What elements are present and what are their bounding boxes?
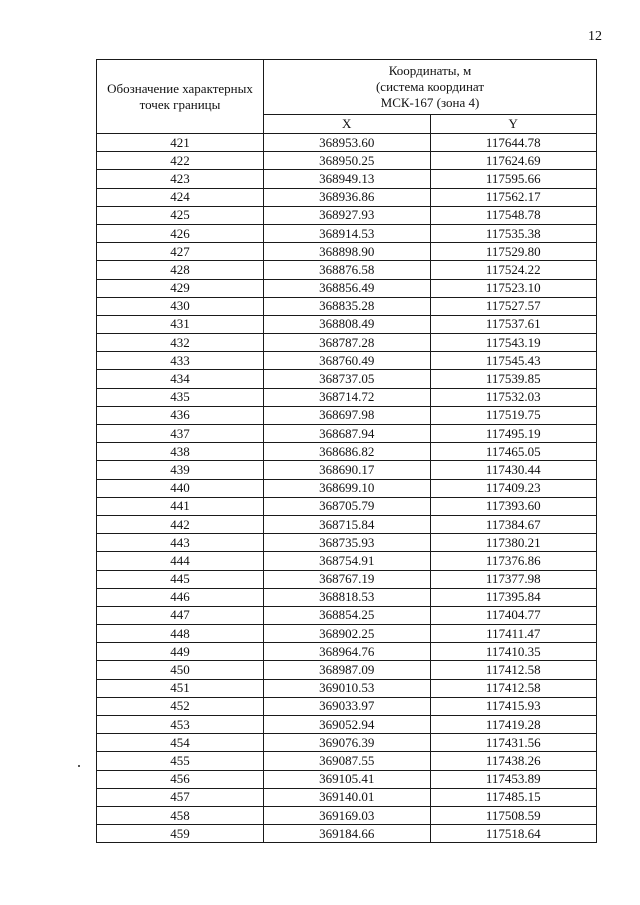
- table-row: [97, 643, 597, 661]
- x-column-header: X: [264, 115, 431, 134]
- x-coordinate-cell: 369169.03: [264, 806, 431, 824]
- point-id-cell: 453: [97, 716, 264, 734]
- point-id-cell: 454: [97, 734, 264, 752]
- point-id-cell: 445: [97, 570, 264, 588]
- y-coordinate-cell: 117485.15: [430, 788, 597, 806]
- point-id-cell: 451: [97, 679, 264, 697]
- point-id-cell: 436: [97, 406, 264, 424]
- y-coordinate-cell: 117508.59: [430, 806, 597, 824]
- table-row: [97, 752, 597, 770]
- point-id-cell: 427: [97, 243, 264, 261]
- point-id-cell: 440: [97, 479, 264, 497]
- y-coordinate-cell: 117537.61: [430, 315, 597, 333]
- table-row: [97, 443, 597, 461]
- point-id-cell: 450: [97, 661, 264, 679]
- x-coordinate-cell: 368808.49: [264, 315, 431, 333]
- x-coordinate-cell: 368714.72: [264, 388, 431, 406]
- x-coordinate-cell: 368705.79: [264, 497, 431, 515]
- y-coordinate-cell: 117411.47: [430, 625, 597, 643]
- point-column-header: Обозначение характерных точек границы: [97, 60, 264, 134]
- point-id-cell: 428: [97, 261, 264, 279]
- y-coordinate-cell: 117412.58: [430, 679, 597, 697]
- x-coordinate-cell: 369076.39: [264, 734, 431, 752]
- x-coordinate-cell: 368697.98: [264, 406, 431, 424]
- point-id-cell: 456: [97, 770, 264, 788]
- point-id-cell: 452: [97, 697, 264, 715]
- y-coordinate-cell: 117527.57: [430, 297, 597, 315]
- y-coordinate-cell: 117412.58: [430, 661, 597, 679]
- point-id-cell: 458: [97, 806, 264, 824]
- table-row: [97, 170, 597, 188]
- y-coordinate-cell: 117409.23: [430, 479, 597, 497]
- point-id-cell: 447: [97, 606, 264, 624]
- point-id-cell: 431: [97, 315, 264, 333]
- y-coordinate-cell: 117419.28: [430, 716, 597, 734]
- y-coordinate-cell: 117624.69: [430, 152, 597, 170]
- table-row: [97, 497, 597, 515]
- y-coordinate-cell: 117535.38: [430, 224, 597, 242]
- coordinates-header: [264, 60, 597, 115]
- y-coordinate-cell: 117562.17: [430, 188, 597, 206]
- x-coordinate-cell: 368699.10: [264, 479, 431, 497]
- x-coordinate-cell: 369052.94: [264, 716, 431, 734]
- table-row: [97, 370, 597, 388]
- point-id-cell: 449: [97, 643, 264, 661]
- y-coordinate-cell: 117595.66: [430, 170, 597, 188]
- point-id-cell: 457: [97, 788, 264, 806]
- y-coordinate-cell: 117539.85: [430, 370, 597, 388]
- table-row: [97, 425, 597, 443]
- x-coordinate-cell: 368949.13: [264, 170, 431, 188]
- x-coordinate-cell: 368715.84: [264, 515, 431, 533]
- table-row: [97, 679, 597, 697]
- y-coordinate-cell: 117465.05: [430, 443, 597, 461]
- y-coordinate-cell: 117415.93: [430, 697, 597, 715]
- table-row: [97, 788, 597, 806]
- table-row: [97, 388, 597, 406]
- y-coordinate-cell: 117410.35: [430, 643, 597, 661]
- table-row: [97, 134, 597, 152]
- y-column-header: Y: [430, 115, 597, 134]
- point-id-cell: 455: [97, 752, 264, 770]
- point-id-cell: 430: [97, 297, 264, 315]
- table-row: [97, 770, 597, 788]
- table-row: [97, 515, 597, 533]
- point-id-cell: 423: [97, 170, 264, 188]
- y-coordinate-cell: 117518.64: [430, 825, 597, 843]
- y-coordinate-cell: 117532.03: [430, 388, 597, 406]
- x-coordinate-cell: 368818.53: [264, 588, 431, 606]
- x-coordinate-cell: 368760.49: [264, 352, 431, 370]
- point-id-cell: 425: [97, 206, 264, 224]
- x-coordinate-cell: 368854.25: [264, 606, 431, 624]
- y-coordinate-cell: 117644.78: [430, 134, 597, 152]
- y-coordinate-cell: 117548.78: [430, 206, 597, 224]
- y-coordinate-cell: 117404.77: [430, 606, 597, 624]
- page-number: 12: [588, 29, 602, 44]
- y-coordinate-cell: 117495.19: [430, 425, 597, 443]
- point-id-cell: 439: [97, 461, 264, 479]
- coordinates-header-line-2: (система координат: [375, 79, 485, 94]
- table-row: [97, 243, 597, 261]
- point-id-cell: 442: [97, 515, 264, 533]
- x-coordinate-cell: 368950.25: [264, 152, 431, 170]
- table-row: [97, 570, 597, 588]
- point-id-cell: 448: [97, 625, 264, 643]
- table-row: [97, 206, 597, 224]
- y-coordinate-cell: 117393.60: [430, 497, 597, 515]
- x-coordinate-cell: 368964.76: [264, 643, 431, 661]
- point-id-cell: 437: [97, 425, 264, 443]
- point-id-cell: 441: [97, 497, 264, 515]
- scan-artifact-dot: [78, 765, 80, 767]
- x-coordinate-cell: 369184.66: [264, 825, 431, 843]
- x-coordinate-cell: 368835.28: [264, 297, 431, 315]
- table-row: [97, 588, 597, 606]
- x-coordinate-cell: 368687.94: [264, 425, 431, 443]
- y-coordinate-cell: 117380.21: [430, 534, 597, 552]
- x-coordinate-cell: 368735.93: [264, 534, 431, 552]
- point-id-cell: 422: [97, 152, 264, 170]
- x-coordinate-cell: 368914.53: [264, 224, 431, 242]
- table-row: [97, 534, 597, 552]
- y-coordinate-cell: 117438.26: [430, 752, 597, 770]
- table-row: [97, 806, 597, 824]
- table-row: [97, 625, 597, 643]
- table-row: [97, 297, 597, 315]
- y-coordinate-cell: 117395.84: [430, 588, 597, 606]
- y-coordinate-cell: 117524.22: [430, 261, 597, 279]
- point-id-cell: 443: [97, 534, 264, 552]
- table-row: [97, 461, 597, 479]
- table-row: [97, 352, 597, 370]
- x-coordinate-cell: 368754.91: [264, 552, 431, 570]
- table-row: [97, 152, 597, 170]
- x-coordinate-cell: 368936.86: [264, 188, 431, 206]
- y-coordinate-cell: 117384.67: [430, 515, 597, 533]
- table-row: [97, 261, 597, 279]
- y-coordinate-cell: 117453.89: [430, 770, 597, 788]
- table-row: [97, 661, 597, 679]
- y-coordinate-cell: 117377.98: [430, 570, 597, 588]
- point-id-cell: 426: [97, 224, 264, 242]
- x-coordinate-cell: 368898.90: [264, 243, 431, 261]
- table-row: [97, 406, 597, 424]
- table-row: [97, 188, 597, 206]
- table-row: [97, 734, 597, 752]
- table-row: [97, 334, 597, 352]
- point-id-cell: 434: [97, 370, 264, 388]
- table-row: [97, 716, 597, 734]
- x-coordinate-cell: 368902.25: [264, 625, 431, 643]
- x-coordinate-cell: 369087.55: [264, 752, 431, 770]
- table-row: [97, 315, 597, 333]
- coordinates-table: [96, 59, 597, 843]
- y-coordinate-cell: 117430.44: [430, 461, 597, 479]
- x-coordinate-cell: 369010.53: [264, 679, 431, 697]
- table-row: [97, 606, 597, 624]
- x-coordinate-cell: 368686.82: [264, 443, 431, 461]
- point-id-cell: 444: [97, 552, 264, 570]
- y-coordinate-cell: 117543.19: [430, 334, 597, 352]
- point-id-cell: 432: [97, 334, 264, 352]
- y-coordinate-cell: 117431.56: [430, 734, 597, 752]
- table-row: [97, 224, 597, 242]
- y-coordinate-cell: 117519.75: [430, 406, 597, 424]
- point-id-cell: 424: [97, 188, 264, 206]
- x-coordinate-cell: 368767.19: [264, 570, 431, 588]
- table-row: [97, 552, 597, 570]
- table-row: [97, 479, 597, 497]
- point-id-cell: 421: [97, 134, 264, 152]
- x-coordinate-cell: 369140.01: [264, 788, 431, 806]
- x-coordinate-cell: 368856.49: [264, 279, 431, 297]
- table-row: [97, 697, 597, 715]
- coordinates-header-line-3: МСК-167 (зона 4): [380, 95, 480, 110]
- y-coordinate-cell: 117545.43: [430, 352, 597, 370]
- x-coordinate-cell: 368787.28: [264, 334, 431, 352]
- x-coordinate-cell: 368690.17: [264, 461, 431, 479]
- coordinates-table-body: [97, 134, 597, 843]
- x-coordinate-cell: 368987.09: [264, 661, 431, 679]
- x-coordinate-cell: 368927.93: [264, 206, 431, 224]
- table-row: [97, 825, 597, 843]
- point-id-cell: 438: [97, 443, 264, 461]
- x-coordinate-cell: 368953.60: [264, 134, 431, 152]
- x-coordinate-cell: 368737.05: [264, 370, 431, 388]
- point-id-cell: 446: [97, 588, 264, 606]
- y-coordinate-cell: 117376.86: [430, 552, 597, 570]
- point-id-cell: 459: [97, 825, 264, 843]
- table-row: [97, 279, 597, 297]
- y-coordinate-cell: 117529.80: [430, 243, 597, 261]
- y-coordinate-cell: 117523.10: [430, 279, 597, 297]
- coordinates-header-line-1: Координаты, м: [388, 63, 472, 78]
- point-id-cell: 435: [97, 388, 264, 406]
- point-id-cell: 433: [97, 352, 264, 370]
- point-id-cell: 429: [97, 279, 264, 297]
- x-coordinate-cell: 369033.97: [264, 697, 431, 715]
- x-coordinate-cell: 369105.41: [264, 770, 431, 788]
- x-coordinate-cell: 368876.58: [264, 261, 431, 279]
